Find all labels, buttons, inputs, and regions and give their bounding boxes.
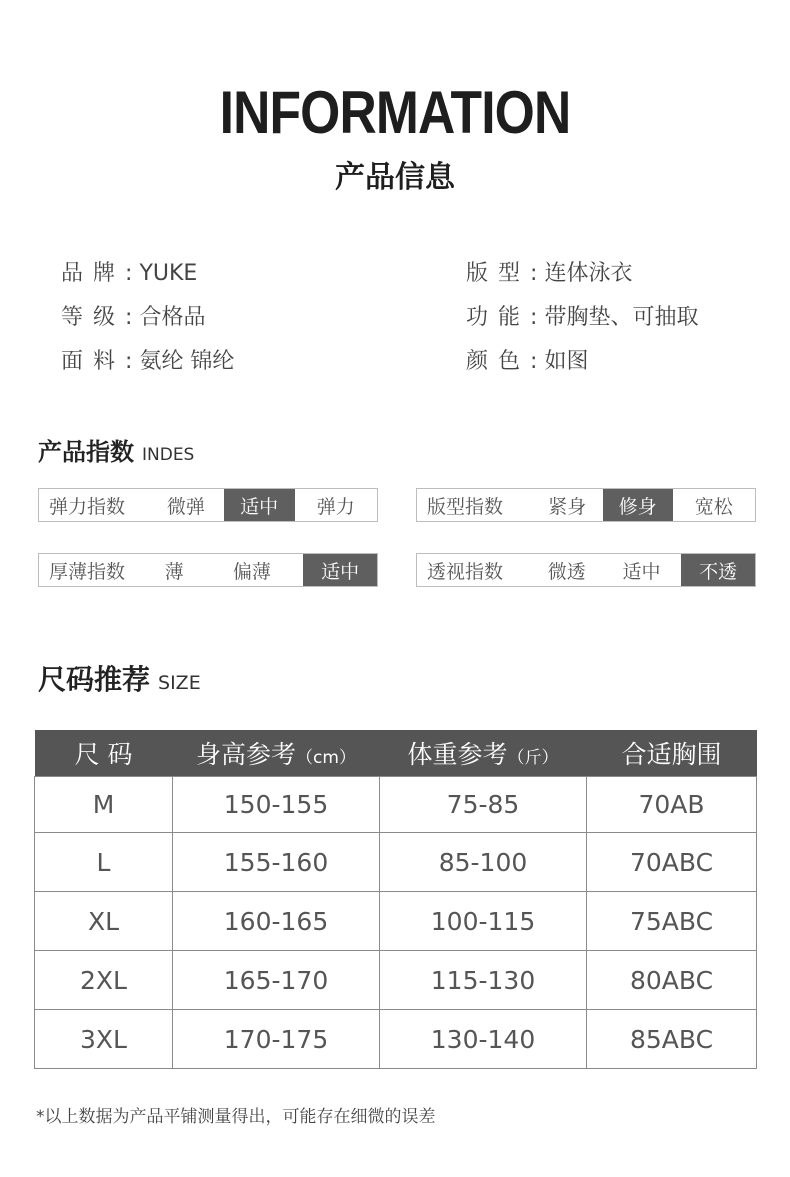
size-section-title xyxy=(38,658,201,698)
index-option: 偏薄 xyxy=(232,560,271,583)
table-row xyxy=(35,1010,757,1069)
table-cell: 75ABC xyxy=(587,892,757,951)
size-table xyxy=(34,730,757,1069)
index-option: 紧身 xyxy=(548,495,587,518)
index-option: 薄 xyxy=(164,560,184,583)
info-brand xyxy=(61,256,197,287)
table-cell: 155-160 xyxy=(173,833,380,892)
info-separator: : xyxy=(530,305,538,330)
index-bar-name: 弹力指数 xyxy=(49,495,126,518)
table-cell: XL xyxy=(35,892,173,951)
header-label: 身高参考 xyxy=(196,740,297,769)
header-label: 尺 码 xyxy=(74,740,133,769)
info-label: 等级 xyxy=(61,305,126,330)
table-cell: 2XL xyxy=(35,951,173,1010)
index-bar-name: 版型指数 xyxy=(427,495,504,518)
index-option: 宽松 xyxy=(694,495,733,518)
info-color xyxy=(466,344,588,375)
index-option: 适中 xyxy=(622,560,661,583)
table-row xyxy=(35,777,757,833)
page-title: INFORMATION xyxy=(219,79,571,146)
index-title-cn: 产品指数 xyxy=(38,438,134,466)
table-cell: 3XL xyxy=(35,1010,173,1069)
column-header-size xyxy=(35,730,173,777)
index-bar-name: 厚薄指数 xyxy=(49,560,126,583)
index-title-en: INDES xyxy=(142,445,195,465)
info-separator: : xyxy=(125,305,133,330)
index-section-title xyxy=(38,432,194,467)
table-cell: L xyxy=(35,833,173,892)
size-title-cn: 尺码推荐 xyxy=(38,663,151,696)
column-header-bust xyxy=(587,730,757,777)
index-option-selected: 修身 xyxy=(603,489,673,521)
info-label: 功能 xyxy=(466,305,531,330)
table-cell: 75-85 xyxy=(380,777,587,833)
info-separator: : xyxy=(125,349,133,374)
size-title-en: SIZE xyxy=(158,672,201,694)
table-cell: 160-165 xyxy=(173,892,380,951)
index-bar-name: 透视指数 xyxy=(427,560,504,583)
info-grade xyxy=(61,300,205,331)
header-unit: （cm） xyxy=(296,748,356,768)
info-value: YUKE xyxy=(139,261,198,286)
table-cell: 170-175 xyxy=(173,1010,380,1069)
info-value: 合格品 xyxy=(139,305,206,330)
table-cell: 85ABC xyxy=(587,1010,757,1069)
index-option: 微透 xyxy=(547,560,586,583)
info-separator: : xyxy=(530,349,538,374)
info-value: 氨纶 锦纶 xyxy=(139,349,235,374)
index-option-selected: 不透 xyxy=(681,554,755,586)
index-option-selected: 适中 xyxy=(224,489,295,521)
measurement-note: *以上数据为产品平铺测量得出，可能存在细微的误差 xyxy=(36,1107,436,1127)
header-unit: （斤） xyxy=(507,748,559,768)
index-option: 弹力 xyxy=(316,495,355,518)
header-label: 合适胸围 xyxy=(621,740,722,769)
table-cell: 130-140 xyxy=(380,1010,587,1069)
index-bar-fit xyxy=(416,488,756,522)
info-value: 如图 xyxy=(544,349,589,374)
info-label: 品牌 xyxy=(61,261,126,286)
header-label: 体重参考 xyxy=(407,740,508,769)
table-row xyxy=(35,951,757,1010)
index-bar-elasticity xyxy=(38,488,378,522)
info-label: 版型 xyxy=(466,261,531,286)
index-option: 微弹 xyxy=(166,495,205,518)
info-fabric xyxy=(61,344,234,375)
table-cell: 100-115 xyxy=(380,892,587,951)
column-header-height xyxy=(173,730,380,777)
info-label: 面料 xyxy=(61,349,126,374)
table-cell: 80ABC xyxy=(587,951,757,1010)
table-cell: 85-100 xyxy=(380,833,587,892)
info-separator: : xyxy=(125,261,133,286)
info-value: 带胸垫、可抽取 xyxy=(544,305,699,330)
index-bar-transparency xyxy=(416,553,756,587)
table-cell: 70ABC xyxy=(587,833,757,892)
table-cell: 150-155 xyxy=(173,777,380,833)
info-style xyxy=(466,256,632,287)
info-label: 颜色 xyxy=(466,349,531,374)
table-cell: 70AB xyxy=(587,777,757,833)
info-value: 连体泳衣 xyxy=(544,261,633,286)
table-row xyxy=(35,892,757,951)
index-bar-thickness xyxy=(38,553,378,587)
index-option-selected: 适中 xyxy=(303,554,377,586)
info-separator: : xyxy=(530,261,538,286)
table-cell: M xyxy=(35,777,173,833)
column-header-weight xyxy=(380,730,587,777)
table-row xyxy=(35,833,757,892)
table-cell: 115-130 xyxy=(380,951,587,1010)
table-header-row xyxy=(35,730,757,777)
table-cell: 165-170 xyxy=(173,951,380,1010)
page-subtitle: 产品信息 xyxy=(335,160,455,195)
info-function xyxy=(466,300,698,331)
